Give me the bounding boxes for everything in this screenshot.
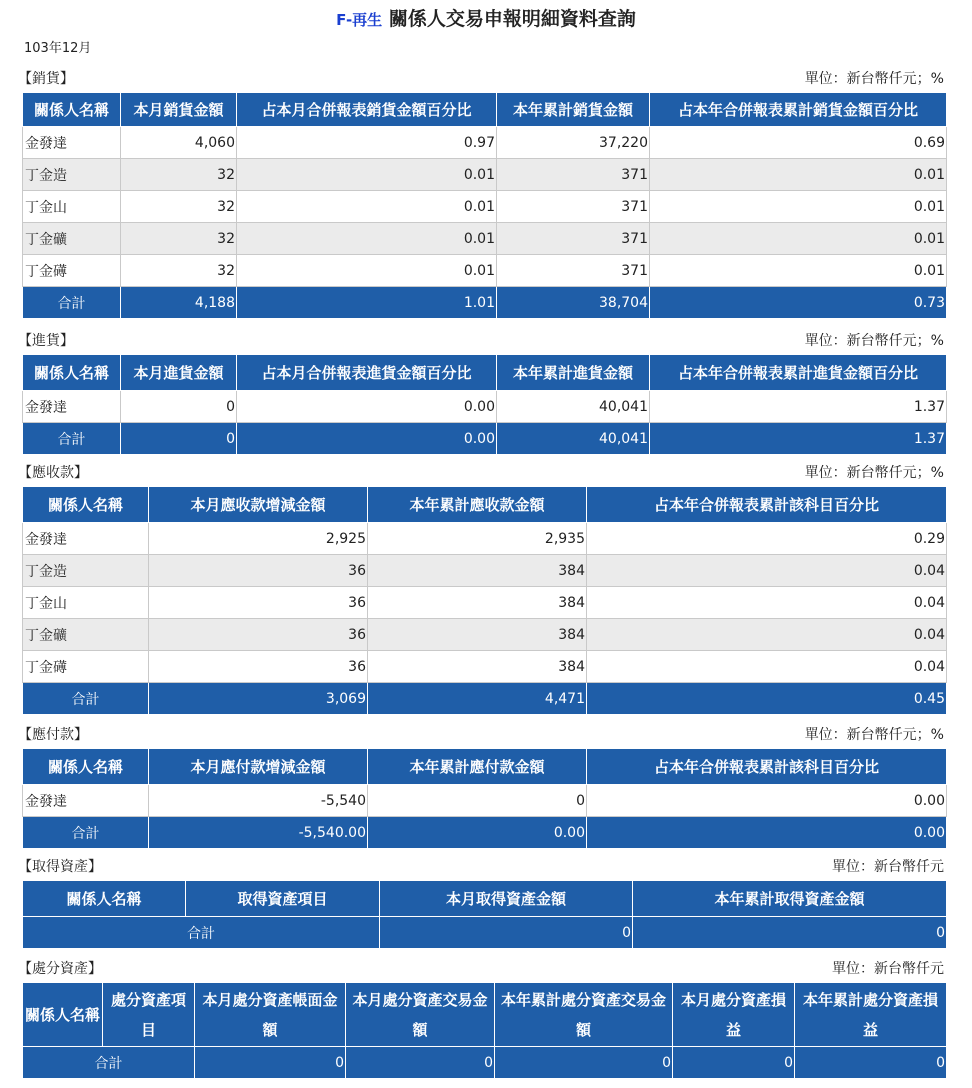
cell-value: 0.04 [587, 555, 947, 587]
total-label: 合計 [23, 423, 121, 455]
column-header: 本月處分資產損益 [673, 983, 795, 1047]
party-name: 丁金礡 [23, 255, 121, 287]
total-label: 合計 [23, 287, 121, 319]
column-header: 本年累計處分資產損益 [795, 983, 947, 1047]
column-header: 關係人名稱 [23, 749, 149, 785]
table-row [23, 127, 947, 159]
report-period: 103年12月 [24, 41, 92, 56]
cell-value: 384 [368, 619, 587, 651]
cell-value: 0.00 [237, 391, 497, 423]
acquisition-table [22, 880, 947, 949]
column-header: 占本年合併報表累計該科目百分比 [587, 487, 947, 523]
table-row [23, 555, 947, 587]
cell-value: 384 [368, 651, 587, 683]
cell-value: 36 [149, 555, 368, 587]
total-value: 0.00 [237, 423, 497, 455]
total-row [23, 287, 947, 319]
total-label: 合計 [23, 1047, 195, 1079]
cell-value: -5,540 [149, 785, 368, 817]
cell-value: 32 [121, 223, 237, 255]
total-row [23, 817, 947, 849]
cell-value: 0.01 [650, 159, 947, 191]
party-name: 丁金造 [23, 555, 149, 587]
acquisition-unit: 單位：新台幣仟元 [832, 859, 944, 875]
column-header: 本月應收款增減金額 [149, 487, 368, 523]
column-header: 占本年合併報表累計該科目百分比 [587, 749, 947, 785]
party-name: 金發達 [23, 127, 121, 159]
sales-table [22, 92, 947, 319]
cell-value: 1.37 [650, 391, 947, 423]
cell-value: 384 [368, 555, 587, 587]
total-value: 0.00 [587, 817, 947, 849]
column-header: 本年累計處分資產交易金額 [495, 983, 673, 1047]
table-row [23, 619, 947, 651]
cell-value: 0.97 [237, 127, 497, 159]
column-header: 占本月合併報表銷貨金額百分比 [237, 93, 497, 127]
table-row [23, 223, 947, 255]
cell-value: 0.04 [587, 587, 947, 619]
cell-value: 32 [121, 255, 237, 287]
table-header-row [23, 355, 947, 391]
purchases-unit: 單位：新台幣仟元；% [804, 333, 944, 349]
total-value: 4,471 [368, 683, 587, 715]
party-name: 丁金造 [23, 159, 121, 191]
receivables-table [22, 486, 947, 715]
total-value: 0.00 [368, 817, 587, 849]
total-value: 0 [380, 917, 633, 949]
acquisition-section-label: 【取得資產】 [18, 859, 102, 875]
cell-value: 371 [497, 223, 650, 255]
receivables-unit: 單位：新台幣仟元；% [804, 465, 944, 481]
cell-value: 0.01 [650, 223, 947, 255]
cell-value: 0.01 [237, 159, 497, 191]
payables-section-label: 【應付款】 [18, 727, 88, 743]
total-value: 40,041 [497, 423, 650, 455]
sales-unit: 單位：新台幣仟元；% [804, 71, 944, 87]
column-header: 關係人名稱 [23, 355, 121, 391]
total-value: 0 [633, 917, 947, 949]
cell-value: 36 [149, 587, 368, 619]
column-header: 關係人名稱 [23, 881, 186, 917]
column-header: 關係人名稱 [23, 487, 149, 523]
cell-value: 0.69 [650, 127, 947, 159]
total-value: 0 [795, 1047, 947, 1079]
column-header: 本月進貨金額 [121, 355, 237, 391]
party-name: 丁金礦 [23, 619, 149, 651]
table-row [23, 391, 947, 423]
table-header-row [23, 749, 947, 785]
cell-value: 0 [121, 391, 237, 423]
page-title [0, 4, 972, 31]
total-value: 38,704 [497, 287, 650, 319]
cell-value: 2,935 [368, 523, 587, 555]
purchases-section-label: 【進貨】 [18, 333, 74, 349]
column-header: 占本年合併報表累計銷貨金額百分比 [650, 93, 947, 127]
column-header: 取得資產項目 [186, 881, 380, 917]
table-row [23, 587, 947, 619]
total-value: 0 [121, 423, 237, 455]
total-value: 4,188 [121, 287, 237, 319]
cell-value: 0.01 [237, 191, 497, 223]
disposal-table [22, 982, 947, 1079]
total-row [23, 423, 947, 455]
total-row [23, 683, 947, 715]
party-name: 金發達 [23, 391, 121, 423]
column-header: 關係人名稱 [23, 93, 121, 127]
column-header: 本年累計取得資產金額 [633, 881, 947, 917]
column-header: 處分資產項目 [103, 983, 195, 1047]
purchases-table [22, 354, 947, 455]
cell-value: 32 [121, 191, 237, 223]
table-row [23, 785, 947, 817]
column-header: 本月處分資產交易金額 [346, 983, 495, 1047]
column-header: 本月取得資產金額 [380, 881, 633, 917]
table-header-row [23, 881, 947, 917]
total-value: 0 [346, 1047, 495, 1079]
total-value: -5,540.00 [149, 817, 368, 849]
total-value: 0 [495, 1047, 673, 1079]
table-row [23, 523, 947, 555]
table-header-row [23, 487, 947, 523]
cell-value: 371 [497, 255, 650, 287]
cell-value: 0.04 [587, 619, 947, 651]
total-value: 0.45 [587, 683, 947, 715]
cell-value: 36 [149, 619, 368, 651]
cell-value: 371 [497, 159, 650, 191]
table-row [23, 255, 947, 287]
party-name: 丁金礦 [23, 223, 121, 255]
cell-value: 32 [121, 159, 237, 191]
column-header: 占本月合併報表進貨金額百分比 [237, 355, 497, 391]
disposal-unit: 單位：新台幣仟元 [832, 961, 944, 977]
table-header-row [23, 93, 947, 127]
cell-value: 0.00 [587, 785, 947, 817]
cell-value: 0.01 [237, 255, 497, 287]
table-header-row [23, 983, 947, 1047]
cell-value: 37,220 [497, 127, 650, 159]
column-header: 本年累計應付款金額 [368, 749, 587, 785]
report-title: 關係人交易申報明細資料查詢 [388, 8, 636, 30]
column-header: 本年累計應收款金額 [368, 487, 587, 523]
party-name: 金發達 [23, 523, 149, 555]
cell-value: 0.29 [587, 523, 947, 555]
total-value: 3,069 [149, 683, 368, 715]
party-name: 金發達 [23, 785, 149, 817]
cell-value: 0.04 [587, 651, 947, 683]
total-row [23, 1047, 947, 1079]
payables-unit: 單位：新台幣仟元；% [804, 727, 944, 743]
disposal-section-label: 【處分資產】 [18, 961, 102, 977]
cell-value: 36 [149, 651, 368, 683]
cell-value: 0.01 [237, 223, 497, 255]
party-name: 丁金山 [23, 191, 121, 223]
total-value: 1.01 [237, 287, 497, 319]
column-header: 本月應付款增減金額 [149, 749, 368, 785]
column-header: 本年累計進貨金額 [497, 355, 650, 391]
cell-value: 2,925 [149, 523, 368, 555]
column-header: 本月處分資產帳面金額 [195, 983, 346, 1047]
cell-value: 384 [368, 587, 587, 619]
table-row [23, 651, 947, 683]
column-header: 占本年合併報表累計進貨金額百分比 [650, 355, 947, 391]
cell-value: 0.01 [650, 191, 947, 223]
receivables-section-label: 【應收款】 [18, 465, 88, 481]
total-label: 合計 [23, 817, 149, 849]
total-row [23, 917, 947, 949]
table-row [23, 191, 947, 223]
column-header: 本年累計銷貨金額 [497, 93, 650, 127]
sales-section-label: 【銷貨】 [18, 71, 74, 87]
payables-table [22, 748, 947, 849]
total-value: 1.37 [650, 423, 947, 455]
table-row [23, 159, 947, 191]
column-header: 本月銷貨金額 [121, 93, 237, 127]
company-name: F-再生 [336, 11, 383, 29]
total-value: 0 [195, 1047, 346, 1079]
cell-value: 4,060 [121, 127, 237, 159]
total-label: 合計 [23, 683, 149, 715]
column-header: 關係人名稱 [23, 983, 103, 1047]
total-value: 0 [673, 1047, 795, 1079]
cell-value: 40,041 [497, 391, 650, 423]
total-value: 0.73 [650, 287, 947, 319]
cell-value: 0 [368, 785, 587, 817]
party-name: 丁金山 [23, 587, 149, 619]
cell-value: 0.01 [650, 255, 947, 287]
total-label: 合計 [23, 917, 380, 949]
party-name: 丁金礡 [23, 651, 149, 683]
cell-value: 371 [497, 191, 650, 223]
